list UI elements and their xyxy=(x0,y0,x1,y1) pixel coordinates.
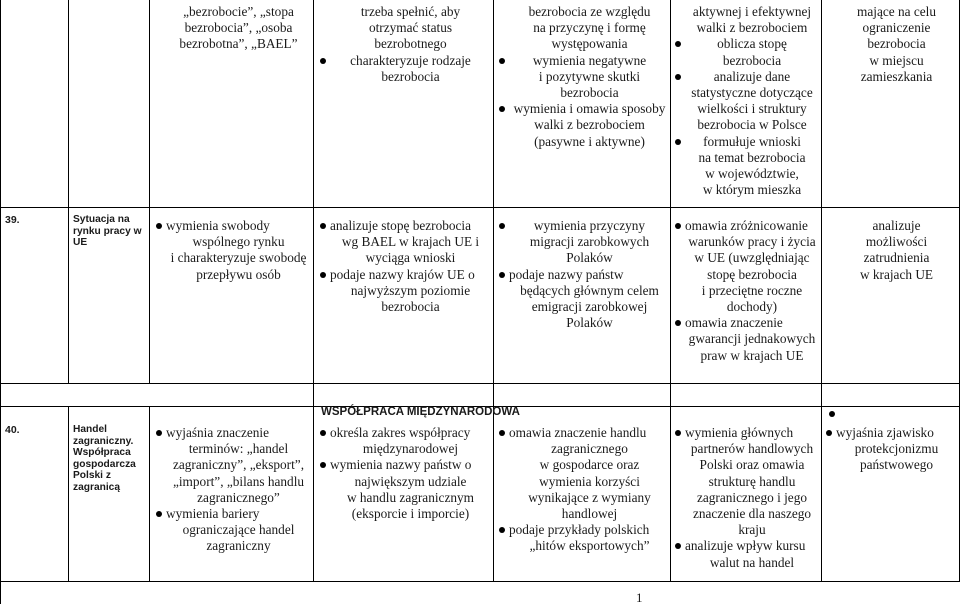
list-item: stopę bezrobocia xyxy=(707,266,797,282)
section-header: WSPÓŁPRACA MIĘDZYNARODOWA xyxy=(321,406,520,418)
lesson-topic: Handel zagraniczny. Współpraca gospodarcza Polski z zagranicą xyxy=(73,424,136,493)
list-item: emigracji zarobkowej xyxy=(531,299,648,315)
list-item: wymienia korzyści xyxy=(539,473,640,489)
column-divider xyxy=(149,406,150,581)
list-item: bezrobocia ze względu xyxy=(528,4,651,19)
list-item: zamieszkania xyxy=(860,68,933,84)
list-item: omawia zróżnicowanie xyxy=(674,218,819,234)
list-item: podaje nazwy krajów UE o xyxy=(319,267,491,283)
list-item: kraju xyxy=(738,522,766,538)
list-item: (pasywne i aktywne) xyxy=(534,133,645,149)
list-item: Polski oraz omawia xyxy=(699,457,805,473)
list-item: w gospodarce oraz xyxy=(539,457,640,473)
list-item: „hitów eksportowych” xyxy=(529,538,650,554)
table-border-bottom xyxy=(0,581,960,582)
list-item: wymienia przyczyny xyxy=(498,218,670,234)
list-item: analizuje xyxy=(872,218,921,233)
column-divider xyxy=(149,0,150,383)
cell-row-trade-level1 xyxy=(155,425,311,555)
list-item: najwyższym poziomie xyxy=(350,282,471,298)
list-item: otrzymać status xyxy=(368,20,453,36)
list-item: występowania xyxy=(551,36,628,52)
cell-row-trade-level2 xyxy=(319,425,491,522)
list-item: analizuje wpływ kursu xyxy=(674,538,819,554)
list-item: mające na celu xyxy=(857,4,936,19)
list-item: warunków pracy i życia xyxy=(688,234,816,250)
list-item: na temat bezrobocia xyxy=(698,149,806,165)
list-item: wymienia negatywne xyxy=(498,53,670,69)
list-item: omawia znaczenie xyxy=(674,315,819,331)
list-item: walki z bezrobociem xyxy=(534,117,645,133)
list-item: wymienia nazwy państw o xyxy=(319,457,491,473)
list-item: wyjaśnia znaczenie xyxy=(155,425,311,441)
page-number: 1 xyxy=(636,590,643,605)
cell-row-eu-level4 xyxy=(674,218,819,364)
list-item: partnerów handlowych xyxy=(690,441,814,457)
list-item: wg BAEL w krajach UE i xyxy=(341,234,480,250)
cell-row-eu-level2 xyxy=(319,218,491,315)
list-item: omawia znaczenie handlu xyxy=(498,425,670,441)
list-item: podaje nazwy państw xyxy=(498,267,670,283)
column-divider xyxy=(68,406,69,581)
list-item: bezrobocia xyxy=(867,36,926,52)
list-item: największym udziale xyxy=(354,473,467,489)
list-item: zagranicznego i jego xyxy=(696,489,807,505)
list-item: bezrobocia xyxy=(722,52,782,68)
list-item: walut na handel xyxy=(709,554,795,570)
list-item: Polaków xyxy=(566,315,613,331)
list-item: bezrobocia w Polsce xyxy=(697,117,807,133)
list-item: zagranicznego” xyxy=(197,489,280,505)
list-item: bezrobotnego xyxy=(374,36,447,52)
list-item: bezrobocia”, „osoba xyxy=(184,20,293,36)
list-item: wymienia bariery xyxy=(155,506,311,522)
list-item: będących głównym celem xyxy=(520,282,659,298)
list-item: określa zakres współpracy xyxy=(319,425,491,441)
list-item: ograniczenie xyxy=(862,20,931,36)
column-divider xyxy=(313,0,314,581)
list-item: dochody) xyxy=(726,299,778,315)
lesson-topic: Sytuacja na rynku pracy w UE xyxy=(73,214,142,248)
cell-row-trade-level4 xyxy=(674,425,819,571)
cell-row-unemployment-level4 xyxy=(674,4,819,198)
list-item: międzynarodowej xyxy=(362,441,459,457)
cell-row-trade-level5 xyxy=(825,425,957,474)
table-border-left xyxy=(0,0,1,604)
list-item: praw w krajach UE xyxy=(700,347,804,363)
cell-row-unemployment-level5 xyxy=(825,4,957,85)
cell-row-eu-level1 xyxy=(155,218,311,283)
list-item: bezrobocia xyxy=(381,68,440,84)
list-item: podaje przykłady polskich xyxy=(498,522,670,538)
list-item: możliwości xyxy=(865,234,928,250)
cell-row-unemployment-level1 xyxy=(155,4,311,53)
list-item: analizuje stopę bezrobocia xyxy=(319,218,491,234)
list-item: wymienia i omawia sposoby xyxy=(498,101,670,117)
row-divider xyxy=(0,383,960,384)
list-item: wynikające z wymiany xyxy=(528,489,651,505)
list-item: przepływu osób xyxy=(196,266,281,282)
cell-row-unemployment-level2 xyxy=(319,4,491,85)
list-item: analizuje dane xyxy=(674,69,819,85)
list-item: w miejscu xyxy=(869,52,924,68)
list-item: i pozytywne skutki xyxy=(538,68,641,84)
list-item: ograniczające handel xyxy=(182,522,295,538)
list-item: wyjaśnia zjawisko xyxy=(825,425,957,441)
list-item: Polaków xyxy=(566,250,613,266)
lesson-number: 40. xyxy=(5,424,20,436)
list-item: statystyczne dotyczące xyxy=(691,85,813,101)
column-divider xyxy=(68,0,69,383)
list-item: w UE (uwzględniając xyxy=(694,250,810,266)
column-divider xyxy=(670,0,671,581)
list-item: i przeciętne roczne xyxy=(701,282,803,298)
list-item: protekcjonizmu xyxy=(854,441,939,457)
bullet-icon xyxy=(829,411,835,417)
list-item: w krajach UE xyxy=(859,266,934,282)
cell-row-trade-level3 xyxy=(498,425,670,555)
list-item: w województwie, xyxy=(705,166,799,182)
list-item: „import”, „bilans handlu xyxy=(172,473,305,489)
list-item: charakteryzuje rodzaje xyxy=(319,53,491,69)
list-item: trzeba spełnić, aby xyxy=(360,4,461,19)
row-divider xyxy=(0,207,960,208)
list-item: w którym mieszka xyxy=(702,182,802,198)
list-item: wielkości i struktury xyxy=(697,101,807,117)
list-item: wymienia swobody xyxy=(155,218,311,234)
list-item: wymienia głównych xyxy=(674,425,819,441)
list-item: bezrobocia xyxy=(381,299,440,315)
list-item: (eksporcie i imporcie) xyxy=(351,506,470,522)
list-item: na przyczynę i formę xyxy=(533,20,646,36)
column-divider xyxy=(493,0,494,581)
list-item: walki z bezrobociem xyxy=(696,20,808,36)
list-item: w handlu zagranicznym xyxy=(346,489,474,505)
column-divider xyxy=(821,0,822,581)
list-item: wyciąga wnioski xyxy=(365,250,456,266)
list-item: „bezrobocie”, „stopa xyxy=(183,4,294,19)
list-item: i charakteryzuje swobodę xyxy=(170,250,307,266)
list-item: zagranicznego xyxy=(551,441,628,457)
list-item: oblicza stopę xyxy=(674,36,819,52)
list-item: migracji zarobkowych xyxy=(529,234,650,250)
list-item: zagraniczny”, „eksport”, xyxy=(172,457,305,473)
list-item: terminów: „handel xyxy=(188,441,289,457)
list-item: państwowego xyxy=(859,457,934,473)
cell-row-eu-level3 xyxy=(498,218,670,331)
cell-row-eu-level5 xyxy=(825,218,957,283)
cell-row-unemployment-level3 xyxy=(498,4,670,150)
list-item: zatrudnienia xyxy=(863,250,930,266)
list-item: wspólnego rynku xyxy=(192,234,285,250)
list-item: bezrobocia xyxy=(560,85,619,101)
list-item: formułuje wnioski xyxy=(674,134,819,150)
lesson-number: 39. xyxy=(5,214,20,226)
list-item: gwarancji jednakowych xyxy=(688,331,816,347)
list-item: zagraniczny xyxy=(206,538,271,554)
list-item: znaczenie dla naszego xyxy=(692,506,812,522)
list-item: handlowej xyxy=(561,506,618,522)
list-item: strukturę handlu xyxy=(708,473,796,489)
list-item: bezrobotna”, „BAEL” xyxy=(179,36,298,52)
list-item: aktywnej i efektywnej xyxy=(692,4,812,19)
